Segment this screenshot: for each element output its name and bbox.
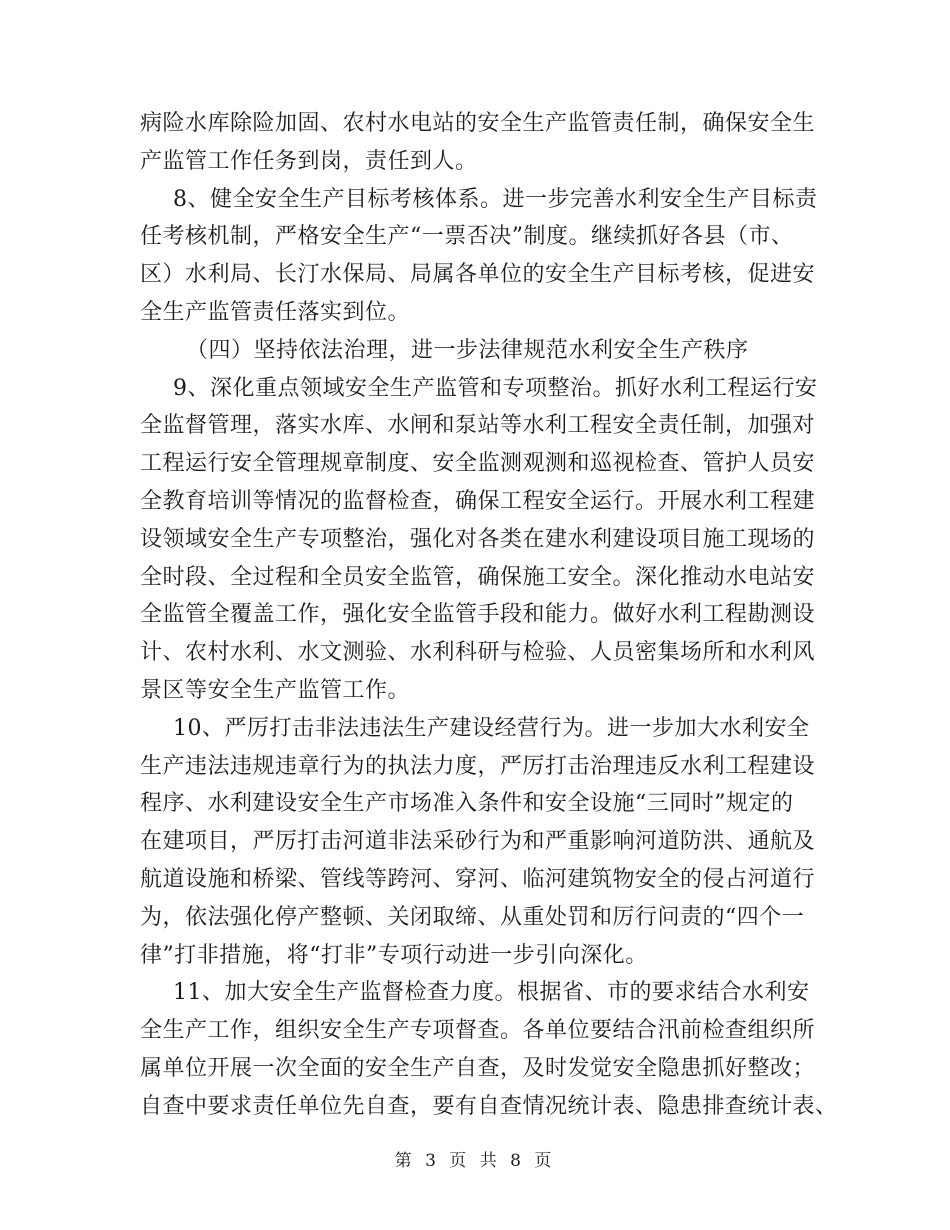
text-line: 区）水利局、长汀水保局、局属各单位的安全生产目标考核，促进安 [140, 262, 816, 288]
page-number-footer: 第 3 页 共 8 页 [394, 1151, 556, 1171]
text-line: 计、农村水利、水文测验、水利科研与检验、人员密集场所和水利风 [140, 640, 816, 666]
text-line: 为，依法强化停产整顿、关闭取缔、从重处罚和厉行问责的“四个一 [140, 904, 805, 930]
text-line: 生产违法违规违章行为的执法力度，严厉打击治理违反水利工程建设 [140, 753, 816, 779]
text-line: 律”打非措施，将“打非”专项行动进一步引向深化。 [140, 942, 648, 968]
section-heading: （四）坚持依法治理，进一步法律规范水利安全生产秩序 [186, 337, 749, 363]
text-line: 全生产工作，组织安全生产专项督查。各单位要结合汛前检查组织所 [140, 1018, 816, 1044]
text-line: 在建项目，严厉打击河道非法采砂行为和严重影响河道防洪、通航及 [140, 829, 816, 855]
text-line: 属单位开展一次全面的安全生产自查，及时发觉安全隐患抓好整改； [140, 1055, 816, 1081]
text-line: 全生产监管责任落实到位。 [140, 299, 411, 325]
text-line: 工程运行安全管理规章制度、安全监测观测和巡视检查、管护人员安 [140, 451, 816, 477]
text-line: 程序、水利建设安全生产市场准入条件和安全设施“三同时”规定的 [140, 791, 794, 817]
text-line: 产监管工作任务到岗，责任到人。 [140, 148, 478, 174]
text-line: 病险水库除险加固、农村水电站的安全生产监管责任制，确保安全生 [140, 111, 816, 136]
text-line: 设领域安全生产专项整治，强化对各类在建水利建设项目施工现场的 [140, 526, 816, 552]
text-line: 全监管全覆盖工作，强化安全监管手段和能力。做好水利工程勘测设 [140, 602, 816, 628]
paragraph-10-start: 10、严厉打击非法违法生产建设经营行为。进一步加大水利安全 [173, 715, 810, 741]
paragraph-9-start: 9、深化重点领域安全生产监管和专项整治。抓好水利工程运行安 [173, 375, 818, 401]
paragraph-11-start: 11、加大安全生产监督检查力度。根据省、市的要求结合水利安 [173, 980, 810, 1006]
text-line: 全时段、全过程和全员安全监管，确保施工安全。深化推动水电站安 [140, 564, 816, 590]
text-line: 任考核机制，严格安全生产“一票否决”制度。继续抓好各县（市、 [140, 224, 794, 250]
document-body [140, 105, 838, 1126]
paragraph-8-start: 8、健全安全生产目标考核体系。进一步完善水利安全生产目标责 [173, 186, 818, 212]
text-line: 自查中要求责任单位先自查，要有自查情况统计表、隐患排查统计表、 [140, 1093, 838, 1119]
text-line: 全教育培训等情况的监督检查，确保工程安全运行。开展水利工程建 [140, 488, 816, 514]
text-line: 全监督管理，落实水库、水闸和泵站等水利工程安全责任制，加强对 [140, 413, 816, 439]
text-line: 航道设施和桥梁、管线等跨河、穿河、临河建筑物安全的侵占河道行 [140, 866, 816, 892]
text-line: 景区等安全生产监管工作。 [140, 677, 411, 703]
